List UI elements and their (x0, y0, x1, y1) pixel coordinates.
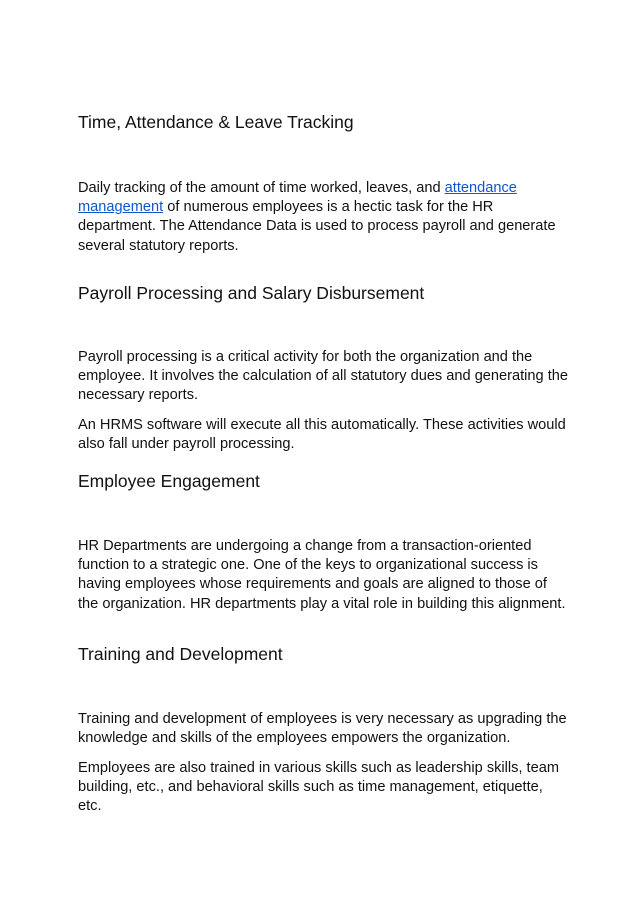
section-heading-training: Training and Development (78, 644, 283, 664)
paragraph-payroll-2: An HRMS software will execute all this automatically. These activities would also fall under payroll processing. (78, 417, 566, 453)
paragraph-employee-engagement: HR Departments are undergoing a change from a transaction-oriented function to a strategic one. One of the keys to organizational success is having employees whose requirements and goals are aligned to those of the organization. HR departments play a vital role in building this alignment. (78, 538, 566, 612)
paragraph-training-2: Employees are also trained in various skills such as leadership skills, team building, etc., and behavioral skills such as time management, etiquette, etc. (78, 760, 559, 815)
attendance-management-link[interactable]: attendance management (78, 180, 517, 216)
paragraph-payroll-1: Payroll processing is a critical activity for both the organization and the employee. It involves the calculation of all statutory dues and generating the necessary reports. (78, 349, 569, 404)
paragraph-text: of numerous employees is a hectic task for the HR department. The Attendance Data is used to process payroll and generate several statutory reports. (78, 199, 556, 254)
paragraph-time-attendance (78, 179, 568, 256)
paragraph-text: Daily tracking of the amount of time worked, leaves, and (78, 180, 445, 196)
paragraph-training-1: Training and development of employees is very necessary as upgrading the knowledge and skills of the employees empowers the organization. (78, 711, 567, 747)
section-heading-employee-engagement: Employee Engagement (78, 471, 260, 491)
section-heading-payroll: Payroll Processing and Salary Disbursement (78, 283, 425, 303)
section-heading-time-attendance: Time, Attendance & Leave Tracking (78, 112, 354, 132)
